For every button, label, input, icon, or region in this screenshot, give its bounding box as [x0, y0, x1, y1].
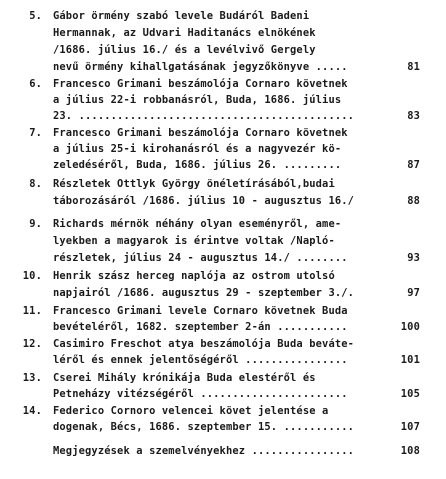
entry-title-line: 23. ...........................................	[53, 110, 355, 122]
entry-title-line: napjairól /1686. augusztus 29 - szeptember 3./.	[53, 287, 355, 299]
entry-page-number: 88	[407, 195, 420, 207]
entry-page-number: 101	[400, 354, 420, 366]
entry-page-number: 87	[407, 159, 420, 171]
entry-number: 6.	[29, 78, 42, 90]
entry-title-line: Francesco Grimani beszámolója Cornaro követnek	[53, 127, 348, 139]
entry-page-number: 105	[400, 388, 420, 400]
entry-title-line: a július 25-i kirohanásról és a nagyvezér kö-	[53, 143, 342, 155]
entry-title-line: Francesco Grimani beszámolója Cornaro követnek	[53, 78, 348, 90]
entry-page-number: 83	[407, 110, 420, 122]
entry-number: 8.	[29, 178, 42, 190]
entry-title-line: táborozásáról /1686. július 10 - augusztus 16./	[53, 195, 355, 207]
entry-number: 13.	[22, 372, 42, 384]
entry-title-line: Francesco Grimani levele Cornaro követnek Buda	[53, 305, 348, 317]
entry-title-line: Richards mérnök néhány olyan eseményről, ame-	[53, 218, 342, 230]
entry-page-number: 100	[400, 321, 420, 333]
entry-title-line: részletek, július 24 - augusztus 14./ ........	[53, 252, 348, 264]
entry-title-line: Részletek Ottlyk György önéletírásából,budai	[53, 178, 335, 190]
entry-page-number: 108	[400, 445, 420, 457]
entry-title-line: zeledéséről, Buda, 1686. július 26. .........	[53, 159, 342, 171]
entry-title-line: bevételéről, 1682. szeptember 2-án ...........	[53, 321, 348, 333]
entry-title-line: Hermannak, az Udvari Haditanács elnökének	[53, 27, 316, 39]
entry-title-line: Petneházy vitézségéről .......................	[53, 388, 348, 400]
entry-title-line: lyekben a magyarok is érintve voltak /Napló-	[53, 235, 335, 247]
entry-title-line: /1686. július 16./ és a levélvivő Gergely	[53, 44, 316, 56]
entry-page-number: 81	[407, 61, 420, 73]
entry-number: 12.	[22, 338, 42, 350]
entry-number: 7.	[29, 127, 42, 139]
entry-number: 10.	[22, 270, 42, 282]
entry-title-line: nevű örmény kihallgatásának jegyzőkönyve .....	[53, 61, 348, 73]
entry-number: 11.	[22, 305, 42, 317]
entry-page-number: 107	[400, 421, 420, 433]
entry-page-number: 93	[407, 252, 420, 264]
entry-title-line: Henrik szász herceg naplója az ostrom utolsó	[53, 270, 335, 282]
entry-number: 9.	[29, 218, 42, 230]
entry-title-line: Gábor örmény szabó levele Budáról Badeni	[53, 10, 310, 22]
entry-number: 14.	[22, 405, 42, 417]
entry-title-line: Casimiro Freschot atya beszámolója Buda beváte-	[53, 338, 355, 350]
entry-page-number: 97	[407, 287, 420, 299]
entry-title-line: dogenak, Bécs, 1686. szeptember 15. ...........	[53, 421, 355, 433]
entry-title-line: Cserei Mihály krónikája Buda elestéről és	[53, 372, 316, 384]
entry-title-line: léről és ennek jelentőségéről ................	[53, 354, 348, 366]
entry-number: 5.	[29, 10, 42, 22]
entry-title-line: Federico Cornoro velencei követ jelentése a	[53, 405, 329, 417]
entry-title-line: a július 22-i robbanásról, Buda, 1686. július	[53, 94, 342, 106]
entry-title-line: Megjegyzések a szemelvényekhez ................	[53, 445, 355, 457]
